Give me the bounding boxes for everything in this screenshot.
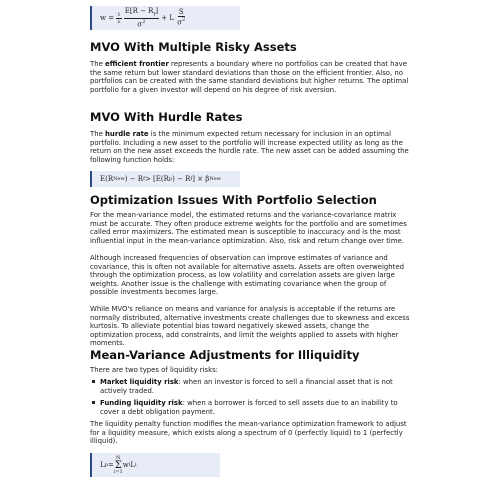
- summation: N Σ i=1: [113, 454, 123, 475]
- bullet-icon: [92, 401, 95, 404]
- heading-optimization-issues: Optimization Issues With Portfolio Selection: [90, 193, 377, 207]
- eq1-lhs: w =: [100, 14, 115, 22]
- list-item-market-liquidity: Market liquidity risk: when an investor is forced to sell a financial asset that is not actively traded.: [90, 378, 412, 395]
- list-item-funding-liquidity: Funding liquidity risk: when a borrower is forced to sell assets due to an inability to cover a debt obligation payment.: [90, 399, 412, 416]
- eq1-main-fraction: $\frac{E[R - R_f]}{\sigma^2}$: [124, 6, 159, 29]
- liquidity-equation: L p = N Σ i=1 w i L i: [90, 453, 220, 477]
- eq1-l-fraction: $\frac{S}{\sigma^2}$: [177, 8, 186, 27]
- paragraph-optimization-1: For the mean-variance model, the estimated returns and the variance-covariance matrix must be accurate. They often produce extreme weights for the portfolio and are sometimes called error maximizers. The estimated mean is susceptible to inaccuracy and is the most influential input in the mean-variance optimization. Also, risk and return change over time.: [90, 211, 407, 245]
- paragraph-optimization-3: While MVO's reliance on means and variance for analysis is acceptable if the returns are normally distributed, alternative investments create challenges due to skewness and excess kurtosis. To alleviate potential bias toward negatively skewed assets, change the optimization process, add constraints, and limit the weights applied to assets with higher moments.: [90, 305, 410, 348]
- paragraph-liquidity-intro: There are two types of liquidity risks:: [90, 366, 218, 374]
- heading-hurdle-rates: MVO With Hurdle Rates: [90, 110, 243, 124]
- heading-multiple-risky-assets: MVO With Multiple Risky Assets: [90, 40, 297, 54]
- weight-equation: w = $\frac{1}{\lambda}$ $\frac{E[R - R_f]}{\sigma^2}$ + L $\frac{S}{\sigma^2}$: [90, 6, 240, 30]
- heading-illiquidity: Mean-Variance Adjustments for Illiquidity: [90, 348, 360, 362]
- hurdle-equation: E(R New ) − R f > [E(R p ) − R f ] × β New: [90, 171, 240, 187]
- paragraph-optimization-2: Although increased frequencies of observation can improve estimates of variance and covariance, this is often not available for alternative assets. Assets are often overweighted through the optimization process, as low volatility and correlation assets are given large weights. Another issue is the challenge with estimating covariance when the group of possible investments becomes large.: [90, 254, 404, 297]
- eq1-coef: $\frac{1}{\lambda}$: [117, 11, 121, 25]
- paragraph-liquidity-penalty: The liquidity penalty function modifies the mean-variance optimization framework to adjust for a liquidity measure, which exists along a spectrum of 0 (perfectly liquid) to 1 (perfectly illiquid).: [90, 420, 407, 446]
- paragraph-hurdle-rate: The hurdle rate is the minimum expected return necessary for inclusion in an optimal portfolio. Including a new asset to the portfolio will increase expected utility as long as the return on the new asset exceeds the hurdle rate. The new asset can be added assuming the following function holds:: [90, 130, 409, 164]
- paragraph-efficient-frontier: The efficient frontier represents a boundary where no portfolios can be created that have the same return but lower standard deviations than those on the efficient frontier. Also, no portfolios can be created with the same standard deviations but higher returns. The optimal portfolio for a given investor will depend on his degree of risk aversion.: [90, 60, 409, 94]
- bullet-icon: [92, 380, 95, 383]
- liquidity-risk-list: [90, 378, 412, 416]
